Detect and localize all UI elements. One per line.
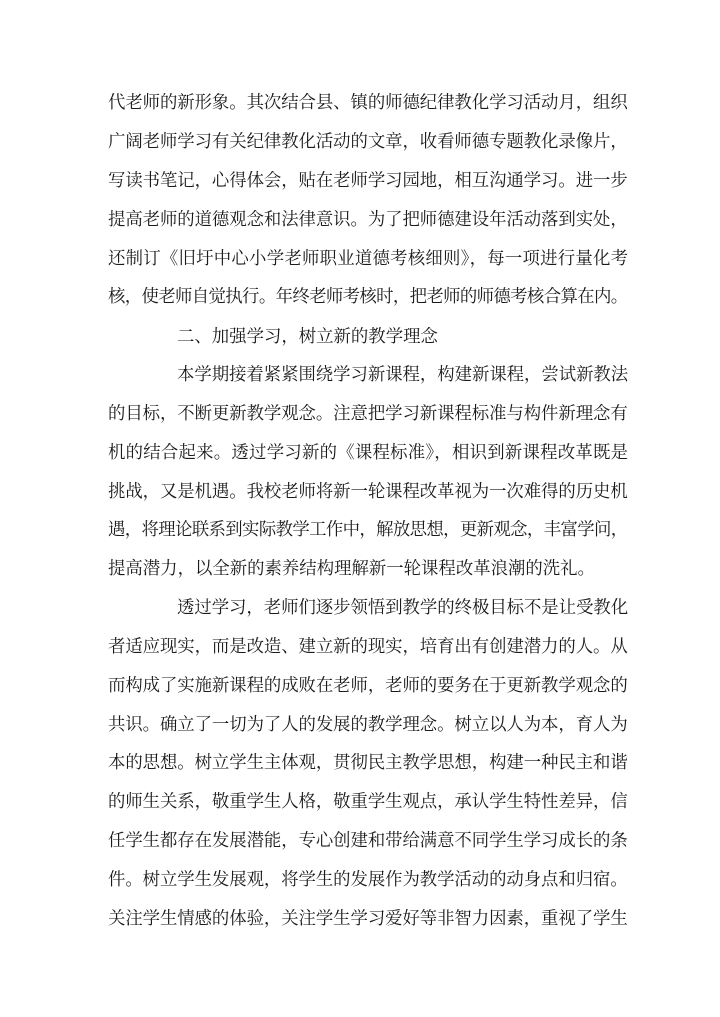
paragraph-line: 者适应现实，而是改造、建立新的现实，培育出有创建潜力的人。从: [108, 637, 628, 657]
section-heading: 二、加强学习，树立新的教学理念: [177, 327, 438, 347]
paragraph-line: 关注学生情感的体验，关注学生学习爱好等非智力因素，重视了学生: [108, 909, 628, 929]
paragraph-line: 共识。确立了一切为了人的发展的教学理念。树立以人为本，育人为: [108, 715, 628, 735]
paragraph-line: 提高老师的道德观念和法律意识。为了把师德建设年活动落到实处，: [108, 210, 628, 230]
paragraph-line: 机的结合起来。透过学习新的《课程标准》，相识到新课程改革既是: [108, 443, 629, 463]
paragraph-line: 广阔老师学习有关纪律教化活动的文章，收看师德专题教化录像片，: [108, 132, 628, 152]
paragraph-line: 任学生都存在发展潜能，专心创建和带给满意不同学生学习成长的条: [108, 831, 628, 851]
paragraph-line: 而构成了实施新课程的成败在老师，老师的要务在于更新教学观念的: [108, 676, 628, 696]
paragraph-line: 挑战，又是机遇。我校老师将新一轮课程改革视为一次难得的历史机: [108, 482, 628, 502]
paragraph-line: 本学期接着紧紧围绕学习新课程，构建新课程，尝试新教法: [177, 365, 629, 385]
paragraph-line: 核，使老师自觉执行。年终老师考核时，把老师的师德考核合算在内。: [108, 287, 628, 307]
paragraph-line: 本的思想。树立学生主体观，贯彻民主教学思想，构建一种民主和谐: [108, 753, 628, 773]
paragraph-line: 的目标，不断更新教学观念。注意把学习新课程标准与构件新理念有: [108, 404, 628, 424]
paragraph-line: 提高潜力，以全新的素养结构理解新一轮课程改革浪潮的洗礼。: [108, 559, 595, 579]
paragraph-line: 遇，将理论联系到实际教学工作中，解放思想，更新观念，丰富学问，: [108, 520, 628, 540]
paragraph-line: 件。树立学生发展观，将学生的发展作为教学活动的动身点和归宿。: [108, 870, 628, 890]
paragraph-line: 透过学习，老师们逐步领悟到教学的终极目标不是让受教化: [177, 598, 629, 618]
paragraph-line: 的师生关系，敬重学生人格，敬重学生观点，承认学生特性差异，信: [108, 792, 628, 812]
paragraph-line: 写读书笔记，心得体会，贴在老师学习园地，相互沟通学习。进一步: [108, 171, 628, 191]
paragraph-line: 代老师的新形象。其次结合县、镇的师德纪律教化学习活动月，组织: [108, 93, 628, 113]
paragraph-line: 还制订《旧圩中心小学老师职业道德考核细则》，每一项进行量化考: [108, 249, 629, 269]
